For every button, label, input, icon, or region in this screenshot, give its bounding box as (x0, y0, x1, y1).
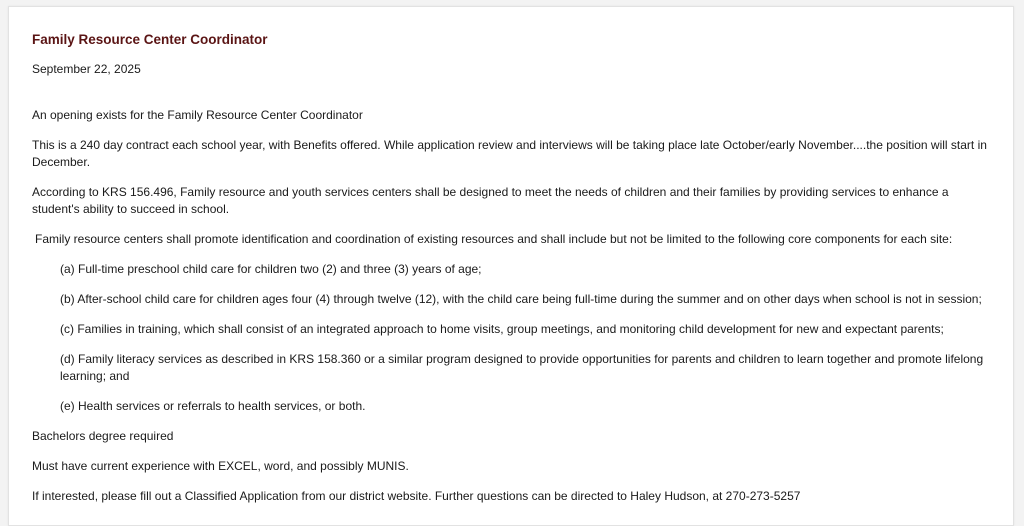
list-item-b: (b) After-school child care for children ages four (4) through twelve (12), with the child care being full-time during the summer and on other days when school is not in session; (60, 292, 982, 306)
list-item-c: (c) Families in training, which shall consist of an integrated approach to home visits, group meetings, and monitoring child development for new and expectant parents; (60, 322, 944, 336)
list-item-d: (d) Family literacy services as described in KRS 158.360 or a similar program designed to provide opportunities for parents and children to learn together and promote lifelong learning; and (60, 352, 984, 383)
list-item-e: (e) Health services or referrals to health services, or both. (60, 399, 366, 413)
krs-paragraph: According to KRS 156.496, Family resource and youth services centers shall be designed to meet the needs of children and their families by providing services to enhance a student's ability to succeed in school. (32, 185, 949, 216)
job-posting-card (8, 6, 1014, 526)
posting-date: September 22, 2025 (32, 62, 141, 76)
experience-requirement: Must have current experience with EXCEL, word, and possibly MUNIS. (32, 459, 409, 473)
components-lead: Family resource centers shall promote identification and coordination of existing resources and shall include but not be limited to the following core components for each site: (35, 232, 953, 246)
degree-requirement: Bachelors degree required (32, 429, 174, 443)
contract-paragraph: This is a 240 day contract each school year, with Benefits offered. While application review and interviews will be taking place late October/early November....the position will start in December. (32, 138, 987, 169)
opening-paragraph: An opening exists for the Family Resource Center Coordinator (32, 108, 363, 122)
contact-paragraph: If interested, please fill out a Classified Application from our district website. Further questions can be directed to Haley Hudson, at 270-273-5257 (32, 489, 801, 503)
list-item-a: (a) Full-time preschool child care for children two (2) and three (3) years of age; (60, 262, 482, 276)
job-posting-content (32, 31, 997, 505)
page-title: Family Resource Center Coordinator (32, 32, 268, 47)
